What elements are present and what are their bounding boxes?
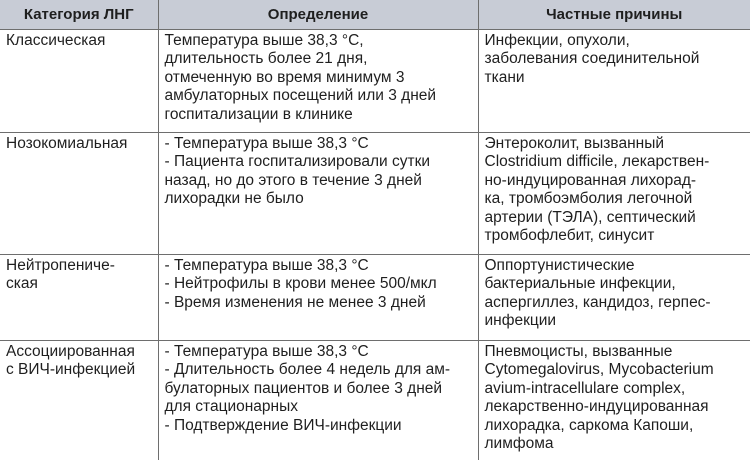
causes-line: Пневмоцисты, вызванные	[484, 343, 673, 360]
causes-cell	[478, 133, 750, 255]
definition-line: для стационарных	[164, 398, 298, 416]
table-row	[0, 255, 750, 341]
causes-line: инфекции	[484, 312, 557, 330]
header-row	[0, 0, 750, 30]
category-text: Нейтропениче-	[6, 257, 115, 274]
definition-line: - Длительность более 4 недель для ам-	[164, 361, 451, 379]
causes-line: бактериальные инфекции,	[484, 275, 676, 293]
definition-line: - Нейтрофилы в крови менее 500/мкл	[164, 275, 437, 293]
definition-line: госпитализации в клинике	[164, 105, 353, 123]
definition-line: длительность более 21 дня,	[164, 50, 368, 68]
table-row	[0, 30, 750, 133]
causes-line: Cytomegalovirus, Mycobacterium	[484, 361, 714, 379]
causes-line: но-индуцированная лихорад-	[484, 171, 697, 189]
causes-cell	[478, 30, 750, 133]
category-text: с ВИЧ-инфекцией	[6, 361, 136, 379]
causes-line: аспергиллез, кандидоз, герпес-	[484, 293, 711, 311]
definition-cell	[158, 133, 478, 255]
causes-line: лимфома	[484, 435, 554, 453]
definition-line: лихорадки не было	[164, 190, 304, 208]
header-causes: Частные причины	[478, 0, 750, 30]
table-row	[0, 341, 750, 461]
causes-line: Оппортунистические	[484, 257, 635, 274]
category-cell	[0, 255, 158, 341]
causes-line: Энтероколит, вызванный	[484, 135, 664, 152]
definition-cell	[158, 341, 478, 461]
category-cell	[0, 30, 158, 133]
causes-cell	[478, 255, 750, 341]
definition-line: - Температура выше 38,3 °С	[164, 135, 369, 152]
category-text: Классическая	[6, 32, 106, 49]
definition-line: отмеченную во время минимум 3	[164, 68, 405, 86]
definition-line: амбулаторных посещений или 3 дней	[164, 87, 437, 105]
definition-line: назад, но до этого в течение 3 дней	[164, 171, 422, 189]
causes-line: артерии (ТЭЛА), септический	[484, 208, 696, 226]
definition-line: булаторных пациентов и более 3 дней	[164, 379, 443, 397]
category-text: ская	[6, 275, 38, 293]
category-cell	[0, 341, 158, 461]
causes-line: лихорадка, саркома Капоши,	[484, 416, 694, 434]
causes-line: ткани	[484, 68, 525, 86]
category-cell	[0, 133, 158, 255]
causes-cell	[478, 341, 750, 461]
definition-line: - Температура выше 38,3 °С	[164, 257, 369, 274]
causes-line: Инфекции, опухоли,	[484, 32, 630, 49]
category-text: Нозокомиальная	[6, 135, 128, 152]
definition-line: - Пациента госпитализировали сутки	[164, 153, 431, 171]
header-category: Категория ЛНГ	[0, 0, 158, 30]
causes-line: ка, тромбоэмболия легочной	[484, 190, 693, 208]
definition-line: - Температура выше 38,3 °С	[164, 343, 369, 360]
definition-cell	[158, 255, 478, 341]
definition-line: - Время изменения не менее 3 дней	[164, 293, 426, 311]
definition-line: Температура выше 38,3 °С,	[164, 32, 364, 49]
definition-line: - Подтверждение ВИЧ-инфекции	[164, 416, 402, 434]
category-text: Ассоциированная	[6, 343, 135, 360]
header-definition: Определение	[158, 0, 478, 30]
causes-line: тромбофлебит, синусит	[484, 227, 655, 245]
causes-line: заболевания соединительной	[484, 50, 700, 68]
table-row	[0, 133, 750, 255]
causes-line: лекарственно-индуцированная	[484, 398, 709, 416]
causes-line: avium-intracellulare complex,	[484, 379, 686, 397]
causes-line: Clostridium difficile, лекарствен-	[484, 153, 710, 171]
definition-cell	[158, 30, 478, 133]
